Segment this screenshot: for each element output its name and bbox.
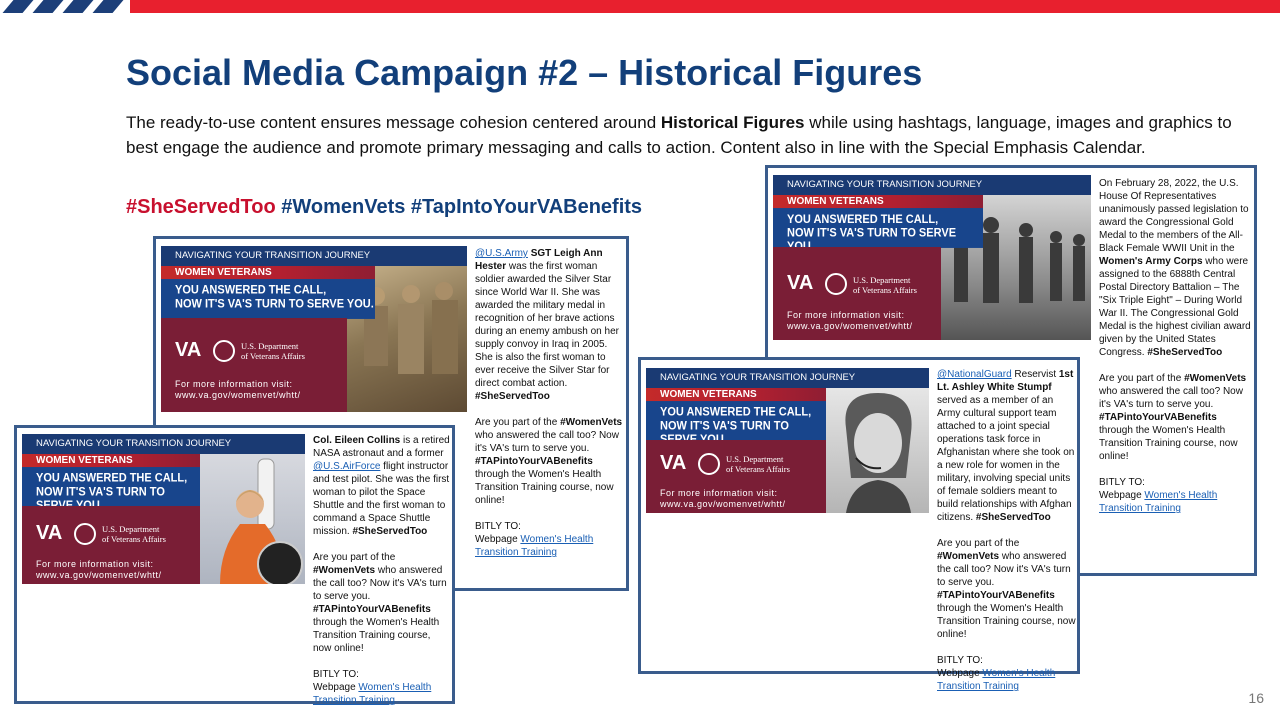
- va-logo: VA: [175, 339, 202, 361]
- womens-health-link[interactable]: Women's Health Transition Training: [475, 534, 594, 558]
- banner-info-url: For more information visit: www.va.gov/womenvet/whtt/: [660, 488, 786, 509]
- womens-health-link[interactable]: Women's Health Transition Training: [313, 682, 432, 706]
- astronaut-photo: [200, 454, 305, 584]
- banner-headline: YOU ANSWERED THE CALL, NOW IT'S VA'S TURN TO: [646, 401, 826, 441]
- bitly-label: BITLY TO:: [313, 669, 359, 680]
- campaign-banner: [161, 246, 467, 412]
- campaign-banner: [22, 434, 305, 584]
- slide-title: Social Media Campaign #2 – Historical Figures: [126, 52, 923, 93]
- banner-headline: YOU ANSWERED THE CALL, NOW IT'S VA'S TURN TO: [22, 467, 200, 507]
- campaign-hashtags: #SheServedToo #WomenVets #TapIntoYourVABenefits: [126, 196, 643, 218]
- banner-nav-label: NAVIGATING YOUR TRANSITION JOURNEY: [773, 175, 1091, 195]
- banner-info-url: For more information visit: www.va.gov/womenvet/whtt/: [787, 310, 913, 331]
- banner-headline: YOU ANSWERED THE CALL, NOW IT'S VA'S TURN TO SERVE: [773, 208, 983, 248]
- post-text-hester: @U.S.Army SGT Leigh Ann Hester was the first woman soldier awarded the Silver Star since World War II. She was awarded the military medal in recognition of her brave actions during an enemy ambush on her supply convoy in Iraq in 2005. She is also the first woman to ever receive the Silver Star for direct combat action. #SheServedToo Are you part of the #WomenVets who answered the call too? Now it's VA's turn to serve you. #TAPintoYourVABenefits through the Women's Health Transition Training course, now online! BITLY TO: Webpage Women's Health Transition Training: [475, 247, 625, 559]
- post-text-6888: On February 28, 2022, the U.S. House Of Representatives unanimously passed legislation to award the Congressional Gold Medal to the members of the All-Black Female WWII Unit in the Women's Army Corps who were assigned to the 6888th Central Postal Directory Battalion – The "Six Triple Eight" – During World War II. The Congressional Gold Medal is the highest civilian award given by the United States Congress. #SheServedToo Are you part of the #WomenVets who answered the call too? Now it's VA's turn to serve you. #TAPintoYourVABenefits through the Women's Health Transition Training course, now online! BITLY TO: Webpage Women's Health Transition Training: [1099, 178, 1251, 514]
- va-logo: VA: [660, 452, 687, 474]
- va-seal-icon: [74, 523, 96, 545]
- banner-women-veterans: WOMEN VETERANS: [161, 266, 375, 280]
- campaign-banner: [646, 368, 929, 513]
- va-seal-icon: [213, 340, 235, 362]
- banner-women-veterans: WOMEN VETERANS: [646, 388, 826, 402]
- va-seal-icon: [698, 453, 720, 475]
- va-logo: VA: [787, 272, 814, 294]
- va-logo: VA: [36, 522, 63, 544]
- banner-nav-label: NAVIGATING YOUR TRANSITION JOURNEY: [22, 434, 305, 454]
- top-decorative-bar: [0, 0, 1280, 13]
- national-guard-handle-link[interactable]: @NationalGuard: [937, 369, 1012, 380]
- bitly-label: BITLY TO:: [937, 655, 983, 666]
- banner-women-veterans: WOMEN VETERANS: [22, 454, 200, 468]
- banner-women-veterans: WOMEN VETERANS: [773, 195, 983, 209]
- post-text-collins: Col. Eileen Collins is a retired NASA astronaut and a former @U.S.AirForce flight instructor and test pilot. She was the first woman to pilot the Space Shuttle and the first woman to command a Space Shuttle mission. #SheServedToo Are you part of the #WomenVets who answered the call too? Now it's VA's turn to serve you. #TAPintoYourVABenefits through the Women's Health Transition Training course, now online! BITLY TO: Webpage Women's Health Transition Training: [313, 435, 450, 706]
- bitly-label: BITLY TO:: [1099, 477, 1145, 488]
- womens-health-link[interactable]: Women's Health Transition Training: [937, 668, 1056, 692]
- va-department-name: U.S. Department of Veterans Affairs: [102, 524, 166, 544]
- airforce-handle-link[interactable]: @U.S.AirForce: [313, 461, 381, 472]
- bitly-label: BITLY TO:: [475, 521, 521, 532]
- post-text-stumpf: @NationalGuard Reservist 1st Lt. Ashley White Stumpf served as a member of an Army cultural support team attached to a joint special operations task force in Afghanistan where she took on a new role for women in the military, involving special units of female soldiers meant to build relationships with Afghan citizens. #SheServedToo Are you part of the #WomenVets who answered the call too? Now it's VA's turn to serve you. #TAPintoYourVABenefits through the Women's Health Transition Training course, now online! BITLY TO: Webpage Women's Health Transition Training: [937, 369, 1076, 692]
- banner-info-url: For more information visit: www.va.gov/womenvet/whtt/: [36, 559, 162, 580]
- army-handle-link[interactable]: @U.S.Army: [475, 248, 528, 259]
- va-department-name: U.S. Department of Veterans Affairs: [853, 275, 917, 295]
- page-number: 16: [1248, 690, 1264, 706]
- campaign-banner: [773, 175, 1091, 340]
- post-card-stumpf: [638, 357, 1080, 692]
- banner-info-url: For more information visit: www.va.gov/womenvet/whtt/: [175, 379, 301, 400]
- intro-paragraph: The ready-to-use content ensures message cohesion centered around Historical Figures while using hashtags, language, images and graphics to best engage the audience and promote primary messaging and calls to action. Content also in line with the Special Emphasis Calendar.: [126, 113, 1232, 157]
- post-card-collins: [14, 425, 455, 704]
- ashley-white-stumpf-photo: [826, 388, 929, 513]
- va-department-name: U.S. Department of Veterans Affairs: [726, 454, 790, 474]
- va-seal-icon: [825, 273, 847, 295]
- banner-nav-label: NAVIGATING YOUR TRANSITION JOURNEY: [161, 246, 467, 266]
- banner-nav-label: NAVIGATING YOUR TRANSITION JOURNEY: [646, 368, 929, 388]
- banner-headline: YOU ANSWERED THE CALL, NOW IT'S VA'S TURN TO SERVE YOU.: [161, 279, 375, 319]
- womens-health-link[interactable]: Women's Health Transition Training: [1099, 490, 1218, 514]
- va-department-name: U.S. Department of Veterans Affairs: [241, 341, 305, 361]
